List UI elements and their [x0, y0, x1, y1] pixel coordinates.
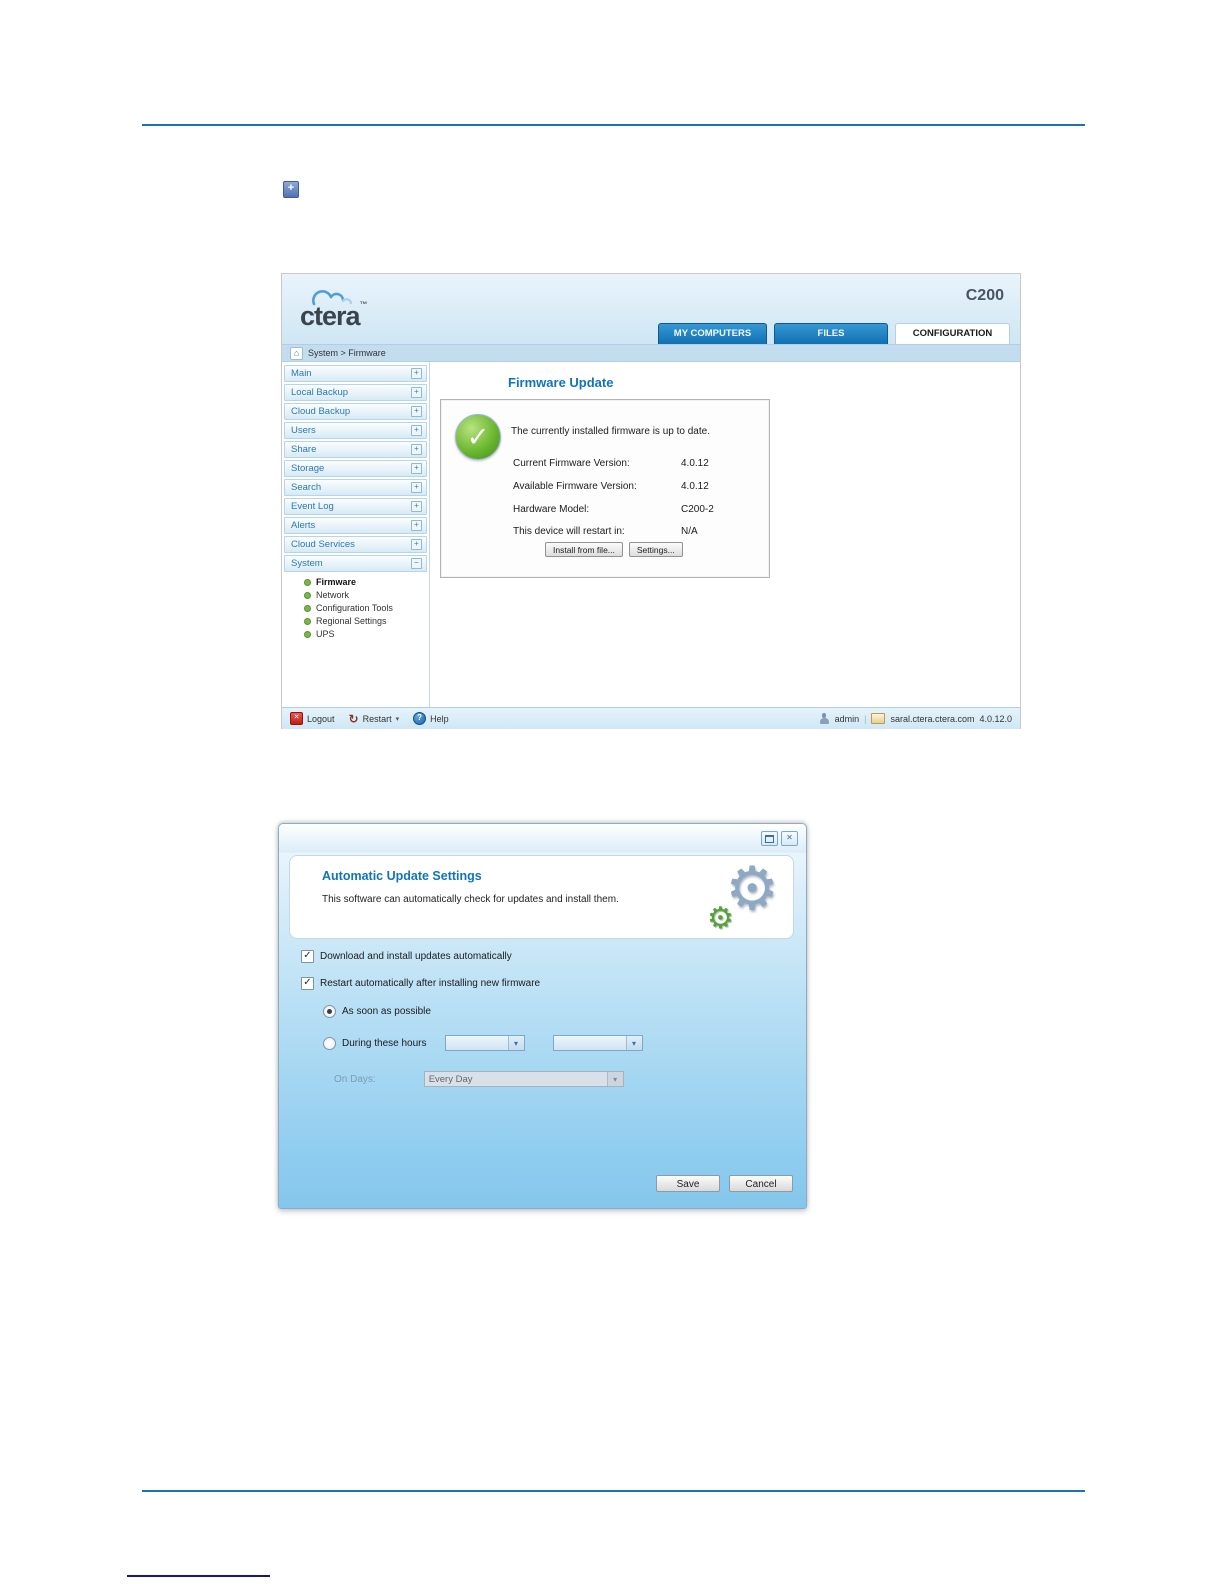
- sidebar-subitem-ups[interactable]: UPS: [282, 628, 429, 640]
- breadcrumb: System > Firmware: [308, 348, 386, 358]
- sidebar-item-storage[interactable]: Storage +: [284, 460, 427, 477]
- gear-icon: ⚙: [707, 902, 734, 935]
- field-available-version: Available Firmware Version: 4.0.12: [513, 481, 709, 492]
- on-days-option: [334, 1071, 624, 1087]
- collapse-toggle-icon[interactable]: −: [411, 558, 422, 569]
- status-separator: |: [864, 713, 867, 724]
- dialog-titlebar[interactable]: [279, 824, 806, 853]
- doc-expand-icon[interactable]: +: [283, 181, 299, 198]
- expand-toggle-icon[interactable]: +: [411, 444, 422, 455]
- ctera-app-window: [281, 273, 1021, 729]
- asap-option: As soon as possible: [323, 1005, 431, 1018]
- field-restart-in: This device will restart in: N/A: [513, 526, 698, 537]
- download-updates-option: ✓ Download and install updates automatically: [301, 950, 512, 963]
- during-these-hours-radio[interactable]: [323, 1037, 336, 1050]
- sidebar-nav: [282, 362, 430, 707]
- restart-menu-button[interactable]: ↻ Restart ▾: [348, 711, 400, 726]
- success-check-icon: ✓: [455, 414, 501, 460]
- portal-hostname: saral.ctera.ctera.com: [890, 713, 975, 724]
- bullet-icon: [304, 618, 311, 625]
- page-title: Firmware Update: [508, 375, 614, 390]
- help-button[interactable]: ? Help: [413, 712, 449, 725]
- dialog-subtitle: This software can automatically check for updates and install them.: [322, 894, 619, 905]
- sidebar-subitem-network[interactable]: Network: [282, 589, 429, 601]
- host-icon: [871, 713, 885, 724]
- logout-icon: ✕: [290, 712, 303, 725]
- bullet-icon: [304, 592, 311, 599]
- caret-down-icon: ▾: [395, 715, 400, 723]
- expand-toggle-icon[interactable]: +: [411, 539, 422, 550]
- expand-toggle-icon[interactable]: +: [411, 482, 422, 493]
- expand-toggle-icon[interactable]: +: [411, 387, 422, 398]
- cancel-button[interactable]: Cancel: [729, 1175, 793, 1192]
- app-header: [282, 274, 1020, 344]
- combo-arrow-icon: ▾: [508, 1036, 524, 1050]
- bullet-icon: [304, 631, 311, 638]
- automatic-update-settings-dialog: [278, 823, 807, 1209]
- restart-icon: ↻: [348, 711, 359, 726]
- field-value: N/A: [681, 526, 698, 537]
- logged-in-user: admin: [834, 713, 860, 724]
- sidebar-subitem-configuration-tools[interactable]: Configuration Tools: [282, 602, 429, 614]
- user-icon: [819, 713, 830, 724]
- combo-arrow-icon: ▾: [626, 1036, 642, 1050]
- as-soon-as-possible-radio[interactable]: [323, 1005, 336, 1018]
- install-from-file-button[interactable]: Install from file...: [545, 542, 623, 557]
- save-button[interactable]: Save: [656, 1175, 720, 1192]
- sidebar-item-share[interactable]: Share +: [284, 441, 427, 458]
- expand-toggle-icon[interactable]: +: [411, 425, 422, 436]
- expand-toggle-icon[interactable]: +: [411, 406, 422, 417]
- gears-illustration: [707, 855, 779, 938]
- sidebar-item-event-log[interactable]: Event Log +: [284, 498, 427, 515]
- firmware-status-message: The currently installed firmware is up to date.: [511, 426, 710, 437]
- restart-after-install-checkbox[interactable]: ✓: [301, 977, 314, 990]
- download-updates-checkbox[interactable]: ✓: [301, 950, 314, 963]
- restart-after-install-option: ✓ Restart automatically after installing new firmware: [301, 977, 540, 990]
- logo-wordmark: ctera: [300, 301, 360, 331]
- sidebar-item-system[interactable]: System −: [284, 555, 427, 572]
- field-value: 4.0.12: [681, 481, 709, 492]
- ctera-logo: [300, 288, 390, 334]
- sidebar-subitem-firmware[interactable]: Firmware: [282, 576, 429, 588]
- sidebar-item-search[interactable]: Search +: [284, 479, 427, 496]
- tab-my-computers[interactable]: MY COMPUTERS: [658, 323, 767, 344]
- restore-window-icon[interactable]: [761, 831, 778, 846]
- expand-toggle-icon[interactable]: +: [411, 501, 422, 512]
- on-days-select[interactable]: Every Day ▾: [424, 1071, 624, 1087]
- bullet-icon: [304, 605, 311, 612]
- home-icon[interactable]: ⌂: [290, 347, 303, 360]
- dialog-header-card: [289, 855, 794, 939]
- on-days-label: On Days:: [334, 1073, 376, 1085]
- tab-files[interactable]: FILES: [774, 323, 888, 344]
- field-current-version: Current Firmware Version: 4.0.12: [513, 458, 709, 469]
- system-subitems: [282, 574, 429, 640]
- help-icon: ?: [413, 712, 426, 725]
- combo-arrow-icon: ▾: [607, 1072, 623, 1086]
- footnote-rule: [127, 1575, 270, 1577]
- firmware-panel: [440, 399, 770, 578]
- expand-toggle-icon[interactable]: +: [411, 368, 422, 379]
- hours-to-select[interactable]: [553, 1035, 643, 1051]
- during-hours-option: During these hours ▾ ▾: [323, 1035, 643, 1051]
- product-name: C200: [965, 287, 1004, 304]
- field-value: C200-2: [681, 504, 714, 515]
- hours-from-select[interactable]: [445, 1035, 525, 1051]
- tab-configuration[interactable]: CONFIGURATION: [895, 323, 1010, 344]
- bullet-icon: [304, 579, 311, 586]
- settings-button[interactable]: Settings...: [629, 542, 683, 557]
- close-icon[interactable]: ✕: [781, 831, 798, 846]
- sidebar-subitem-regional-settings[interactable]: Regional Settings: [282, 615, 429, 627]
- expand-toggle-icon[interactable]: +: [411, 520, 422, 531]
- status-bar: [282, 707, 1020, 729]
- sidebar-item-users[interactable]: Users +: [284, 422, 427, 439]
- page-top-rule: [142, 124, 1085, 126]
- page-bottom-rule: [142, 1490, 1085, 1492]
- dialog-title: Automatic Update Settings: [322, 869, 482, 883]
- expand-toggle-icon[interactable]: +: [411, 463, 422, 474]
- breadcrumb-bar: [282, 344, 1020, 362]
- field-hardware-model: Hardware Model: C200-2: [513, 504, 714, 515]
- content-area: [430, 362, 1020, 707]
- sidebar-item-alerts[interactable]: Alerts +: [284, 517, 427, 534]
- sidebar-item-cloud-services[interactable]: Cloud Services +: [284, 536, 427, 553]
- gear-icon: ⚙: [725, 855, 779, 922]
- app-body: [282, 362, 1020, 707]
- field-value: 4.0.12: [681, 458, 709, 469]
- trademark-symbol: ™: [359, 300, 368, 309]
- sidebar-item-cloud-backup[interactable]: Cloud Backup +: [284, 403, 427, 420]
- logout-button[interactable]: ✕ Logout: [290, 712, 335, 725]
- firmware-version: 4.0.12.0: [979, 713, 1012, 724]
- sidebar-item-local-backup[interactable]: Local Backup +: [284, 384, 427, 401]
- sidebar-item-main[interactable]: Main +: [284, 365, 427, 382]
- main-tabs: [651, 323, 1010, 344]
